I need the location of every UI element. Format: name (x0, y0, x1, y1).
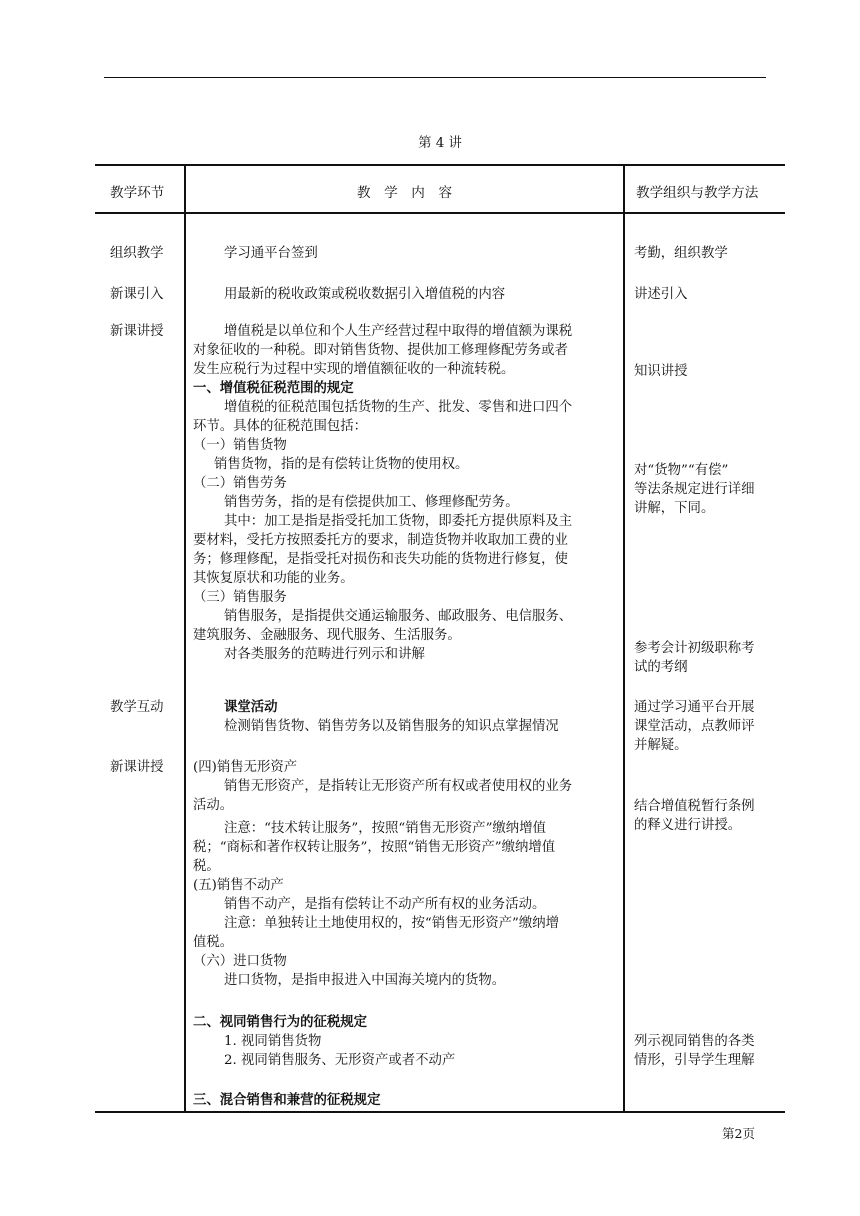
page-header-rule (104, 77, 766, 78)
column-divider-1 (184, 165, 186, 1112)
content-line: 对象征收的一种税。即对销售货物、提供加工修理修配劳务或者 (193, 343, 568, 358)
subsection-heading: （二）销售劳务 (193, 476, 287, 491)
content-line: 销售无形资产，是指转让无形资产所有权或者使用权的业务 (224, 779, 573, 794)
subsection-heading: （三）销售服务 (193, 590, 287, 605)
subsection-heading: （一）销售货物 (193, 438, 287, 453)
table-top-border (95, 164, 785, 166)
method-line: 参考会计初级职称考 (634, 641, 755, 656)
header-method: 教学组织与教学方法 (636, 185, 759, 201)
activity-heading: 课堂活动 (224, 699, 278, 715)
content-line: 其恢复原状和功能的业务。 (193, 571, 354, 586)
content-line: 1. 视同销售货物 (224, 1034, 322, 1049)
content-line: 税。 (193, 859, 220, 874)
lecture-title: 第 4 讲 (418, 136, 462, 151)
section-heading: 三、混合销售和兼营的征税规定 (193, 1092, 381, 1108)
content-line: 用最新的税收政策或税收数据引入增值税的内容 (224, 287, 506, 302)
content-line: 注意：单独转让土地使用权的，按“销售无形资产”缴纳增 (224, 916, 560, 931)
method-line: 等法条规定进行详细 (634, 482, 755, 497)
method-line: 结合增值税暂行条例 (634, 799, 755, 814)
method-line: 知识讲授 (634, 364, 688, 379)
method-line: 课堂活动，点教师评 (634, 719, 755, 734)
section-heading: 一、增值税征税范围的规定 (193, 380, 354, 396)
header-stage: 教学环节 (110, 185, 165, 201)
stage-label: 新课引入 (110, 287, 164, 302)
stage-label: 新课讲授 (110, 324, 164, 339)
content-line: 2. 视同销售服务、无形资产或者不动产 (224, 1053, 456, 1068)
method-line: 考勤，组织教学 (634, 246, 728, 261)
subsection-heading: (五)销售不动产 (193, 878, 284, 893)
method-line: 并解疑。 (634, 738, 688, 753)
content-line: 销售货物，指的是有偿转让货物的使用权。 (214, 457, 469, 472)
content-line: 销售不动产，是指有偿转让不动产所有权的业务活动。 (224, 897, 546, 912)
content-line: 增值税的征税范围包括货物的生产、批发、零售和进口四个 (224, 400, 573, 415)
method-line: 讲解，下同。 (634, 501, 715, 516)
method-line: 的释义进行讲授。 (634, 818, 742, 833)
content-line: 要材料，受托方按照委托方的要求，制造货物并收取加工费的业 (193, 533, 568, 548)
stage-label: 组织教学 (110, 246, 164, 261)
content-line: 务；修理修配，是指受托对损伤和丧失功能的货物进行修复，使 (193, 552, 568, 567)
column-divider-2 (623, 165, 625, 1112)
content-line: 检测销售货物、销售劳务以及销售服务的知识点掌握情况 (224, 719, 559, 734)
method-line: 通过学习通平台开展 (634, 700, 755, 715)
content-line: 活动。 (193, 798, 234, 813)
content-line: 建筑服务、金融服务、现代服务、生活服务。 (193, 628, 461, 643)
header-content: 教 学 内 容 (356, 185, 453, 201)
content-line: 增值税是以单位和个人生产经营过程中取得的增值额为课税 (224, 324, 573, 339)
content-line: 对各类服务的范畴进行列示和讲解 (224, 647, 425, 662)
method-line: 对“货物”“有偿” (634, 463, 729, 478)
subsection-heading: （六）进口货物 (193, 954, 287, 969)
content-line: 发生应税行为过程中实现的增值额征收的一种流转税。 (193, 362, 515, 377)
stage-label: 教学互动 (110, 700, 164, 715)
subsection-heading: (四)销售无形资产 (193, 760, 298, 775)
content-line: 进口货物，是指申报进入中国海关境内的货物。 (224, 973, 506, 988)
table-bottom-border (95, 1111, 785, 1113)
content-line: 销售劳务，指的是有偿提供加工、修理修配劳务。 (224, 495, 519, 510)
method-line: 情形，引导学生理解 (634, 1053, 755, 1068)
content-line: 学习通平台签到 (224, 246, 318, 261)
method-line: 讲述引入 (634, 287, 688, 302)
content-line: 值税。 (193, 935, 234, 950)
content-line: 注意：“技术转让服务”，按照“销售无形资产”缴纳增值 (224, 821, 546, 836)
method-line: 列示视同销售的各类 (634, 1034, 755, 1049)
content-line: 税；“商标和著作权转让服务”，按照“销售无形资产”缴纳增值 (193, 840, 556, 855)
table-header-divider (95, 212, 785, 214)
stage-label: 新课讲授 (110, 760, 164, 775)
content-line: 其中：加工是指是指受托加工货物，即委托方提供原料及主 (224, 514, 573, 529)
content-line: 销售服务，是指提供交通运输服务、邮政服务、电信服务、 (224, 609, 573, 624)
page-number: 第2页 (722, 1126, 755, 1141)
content-line: 环节。具体的征税范围包括： (193, 419, 368, 434)
section-heading: 二、视同销售行为的征税规定 (193, 1014, 368, 1030)
method-line: 试的考纲 (634, 660, 688, 675)
